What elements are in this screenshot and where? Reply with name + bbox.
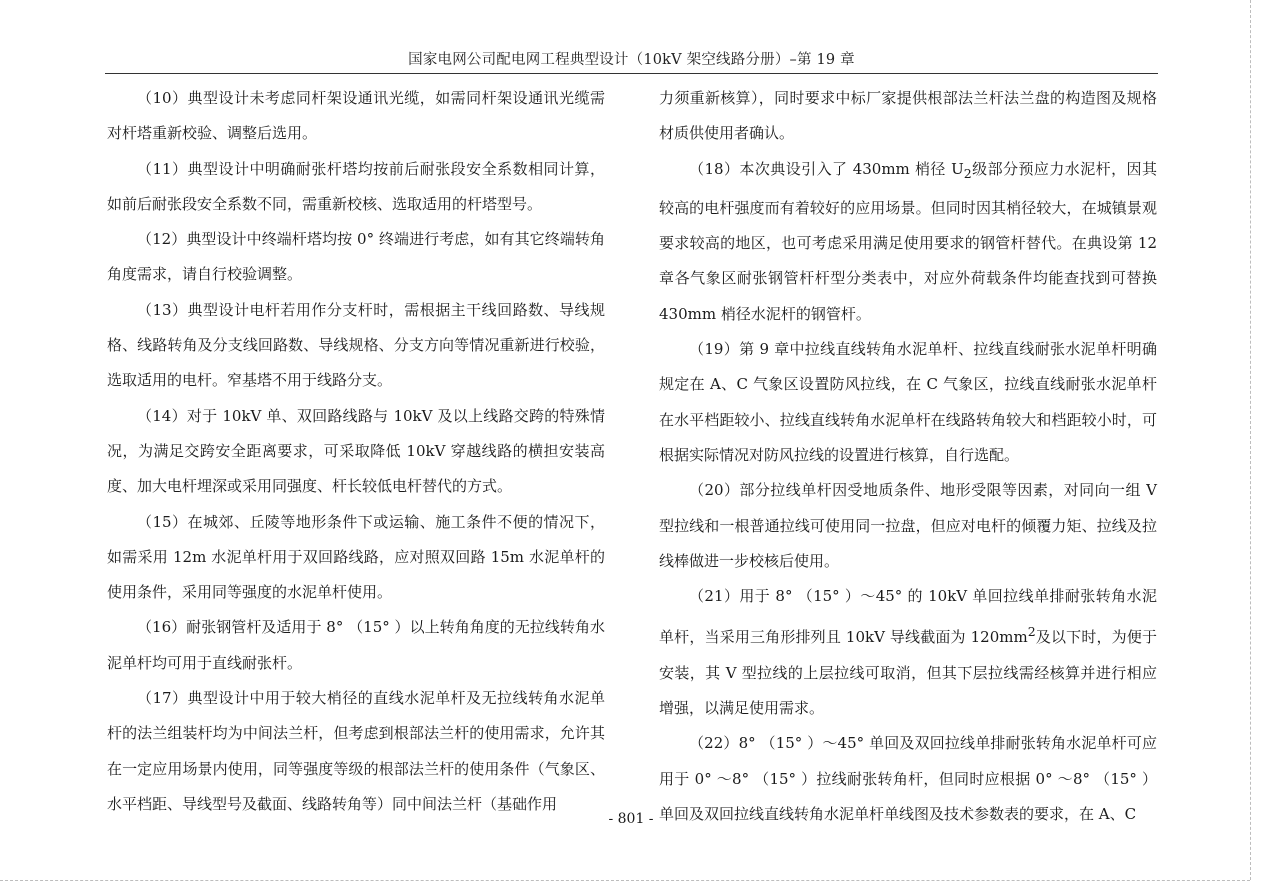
- paragraph-11: （11）典型设计中明确耐张杆塔均按前后耐张段安全系数相同计算，如前后耐张段安全系数不同，需重新校核、选取适用的杆塔型号。: [107, 159, 605, 213]
- paragraph-22: （22）8° （15° ）～45° 单回及双回拉线单排耐张转角水泥单杆可应用于 0° ～8° （15° ）拉线耐张转角杆，但同时应根据 0° ～8° （15° ）单回及双回拉线直线转角水泥单杆单线图及技术参数表的要求，在 A、C: [659, 734, 1157, 823]
- paragraph-12: （12）典型设计中终端杆塔均按 0° 终端进行考虑，如有其它终端转角角度需求，请自行校验调整。: [107, 230, 605, 284]
- paragraph-14: （14）对于 10kV 单、双回路线路与 10kV 及以上线路交跨的特殊情况，为满足交跨安全距离要求，可采取降低 10kV 穿越线路的横担安装高度、加大电杆埋深或采用同强度、杆长较低电杆替代的方式。: [107, 406, 605, 496]
- right-column: [659, 81, 1157, 823]
- paragraph-10: （10）典型设计未考虑同杆架设通讯光缆，如需同杆架设通讯光缆需对杆塔重新校验、调整后选用。: [107, 89, 605, 143]
- paragraph-16: （16）耐张钢管杆及适用于 8° （15° ）以上转角角度的无拉线转角水泥单杆均可用于直线耐张杆。: [107, 618, 605, 672]
- paragraph-19: （19）第 9 章中拉线直线转角水泥单杆、拉线直线耐张水泥单杆明确规定在 A、C 气象区设置防风拉线，在 C 气象区，拉线直线耐张水泥单杆在水平档距较小、拉线直线转角水泥单杆在线路转角较大和档距较小时，可根据实际情况对防风拉线的设置进行核算，自行选配。: [659, 340, 1157, 464]
- paragraph-18: [659, 152, 1157, 332]
- paragraph-17-continued: 力须重新核算），同时要求中标厂家提供根部法兰杆法兰盘的构造图及规格材质供使用者确认。: [659, 89, 1157, 143]
- running-header: 国家电网公司配电网工程典型设计（10kV 架空线路分册）–第 19 章: [408, 52, 855, 68]
- paragraph-18-text-a: （18）本次典设引入了 430mm 梢径 U: [689, 159, 964, 178]
- paragraph-18-subscript: 2: [963, 165, 972, 181]
- page-frame-right: [1250, 0, 1251, 880]
- page-number: - 801 -: [608, 811, 654, 827]
- paragraph-13: （13）典型设计电杆若用作分支杆时，需根据主干线回路数、导线规格、线路转角及分支线回路数、导线规格、分支方向等情况重新进行校验，选取适用的电杆。窄基塔不用于线路分支。: [107, 300, 605, 390]
- header-rule: [105, 73, 1158, 74]
- paragraph-21-text-b: 及以下时，为便于安装，其 V 型拉线的上层拉线可取消，但其下层拉线需经核算并进行相应增强，以满足使用需求。: [659, 628, 1157, 718]
- paragraph-18-text-b: 级部分预应力水泥杆，因其较高的电杆强度而有着较好的应用场景。但同时因其梢径较大，在城镇景观要求较高的地区，也可考虑采用满足使用要求的钢管杆替代。在典设第 12 章各气象区耐张钢管杆杆型分类表中，对应外荷载条件均能查找到可替换 430mm 梢径水泥杆的钢管杆。: [659, 159, 1157, 323]
- left-column: [107, 81, 605, 811]
- page-frame-bottom: [0, 880, 1250, 881]
- paragraph-21-text-a: （21）用于 8° （15° ）～45° 的 10kV 单回拉线单排耐张转角水泥单杆，当采用三角形排列且 10kV 导线截面为 120mm: [659, 587, 1157, 647]
- paragraph-17: （17）典型设计中用于较大梢径的直线水泥单杆及无拉线转角水泥单杆的法兰组装杆均为中间法兰杆，但考虑到根部法兰杆的使用需求，允许其在一定应用场景内使用，同等强度等级的根部法兰杆的使用条件（气象区、水平档距、导线型号及截面、线路转角等）同中间法兰杆（基础作用: [107, 689, 605, 813]
- paragraph-20: （20）部分拉线单杆因受地质条件、地形受限等因素，对同向一组 V 型拉线和一根普通拉线可使用同一拉盘，但应对电杆的倾覆力矩、拉线及拉线棒做进一步校核后使用。: [659, 481, 1157, 570]
- paragraph-21: [659, 579, 1157, 726]
- paragraph-15: （15）在城郊、丘陵等地形条件下或运输、施工条件不便的情况下，如需采用 12m 水泥单杆用于双回路线路，应对照双回路 15m 水泥单杆的使用条件，采用同等强度的水泥单杆使用。: [107, 512, 605, 602]
- paragraph-21-superscript: 2: [1027, 624, 1036, 640]
